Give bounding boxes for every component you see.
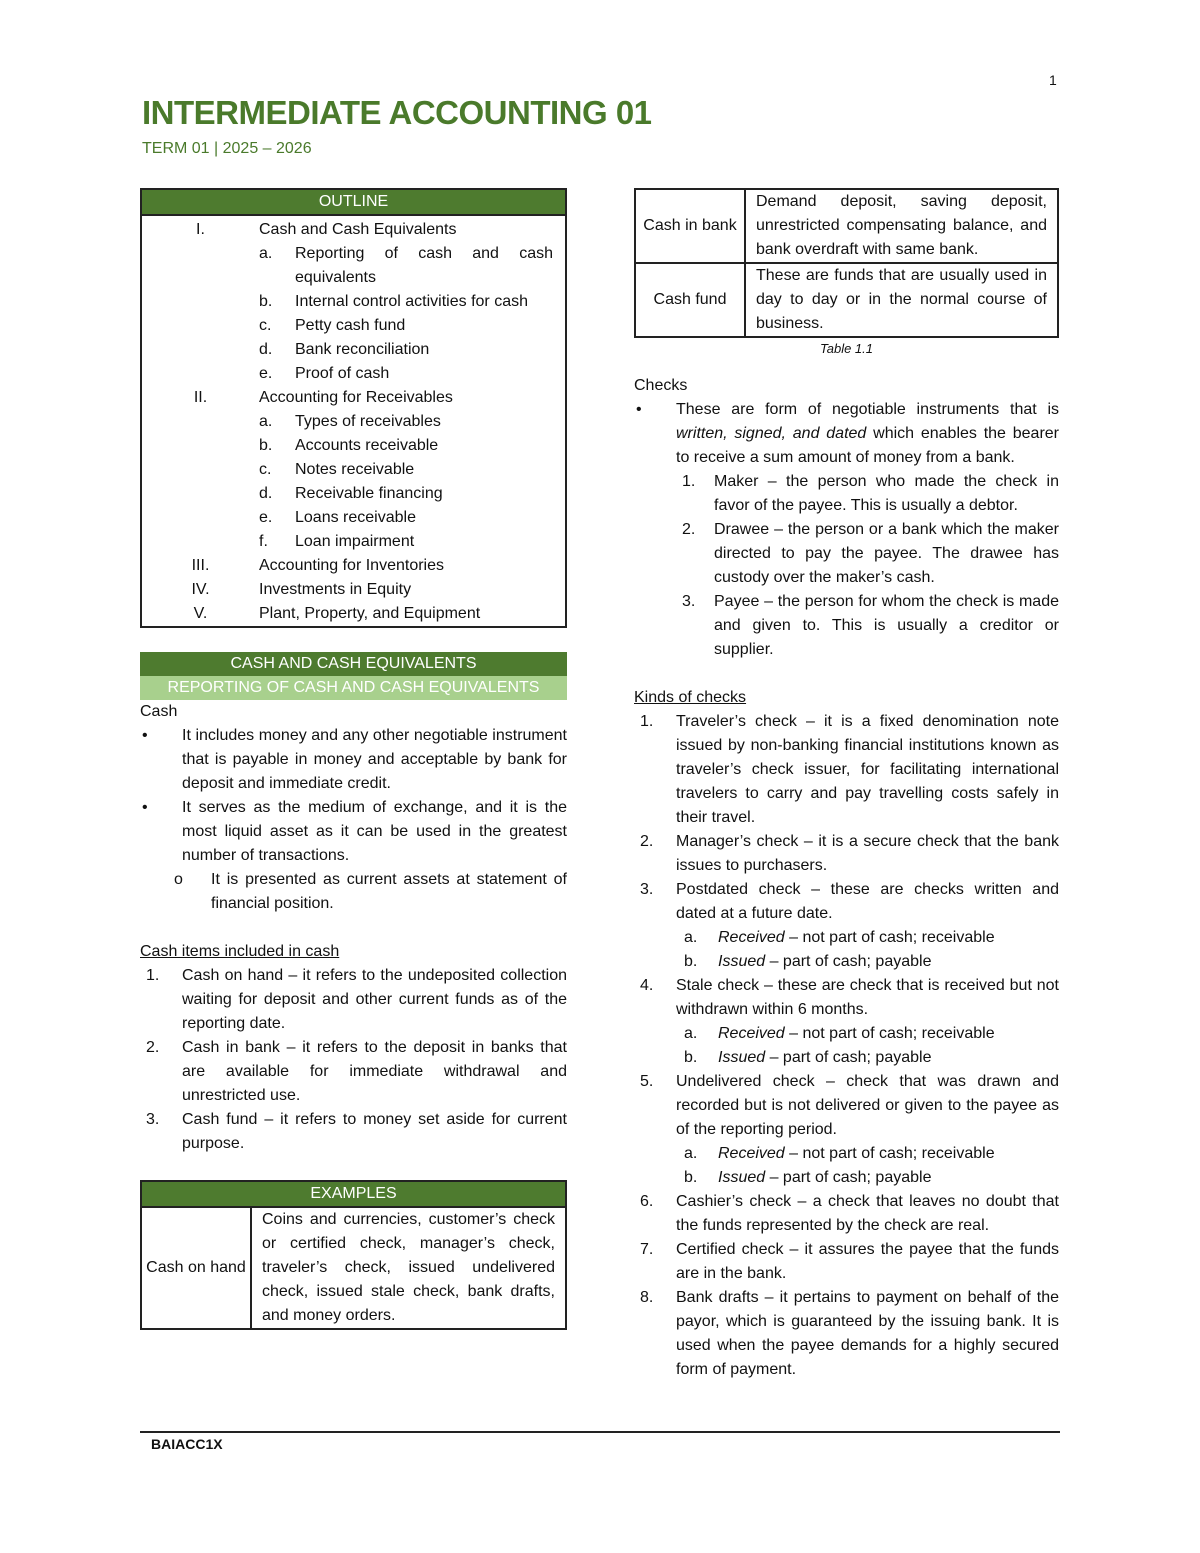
- outline-subitem: [142, 530, 565, 554]
- list-number: 3.: [640, 881, 654, 898]
- outline-subtext: Internal control activities for cash: [295, 293, 528, 310]
- list-number: 3.: [146, 1111, 160, 1128]
- sub-list-item: [634, 950, 1059, 974]
- list-text: Cashier’s check – a check that leaves no doubt that the funds represented by the check are real.: [676, 1193, 1059, 1234]
- sub-bullet-text: It is presented as current assets at statement of financial position.: [211, 871, 567, 912]
- cash-items-heading: Cash items included in cash: [140, 943, 340, 960]
- bullet-text: It includes money and any other negotiable instrument that is payable in money and acceptable by bank for deposit and immediate credit.: [182, 727, 567, 792]
- emphasis: Received: [718, 1145, 785, 1162]
- sub-list-item: [634, 1166, 1059, 1190]
- outline-letter: e.: [259, 509, 273, 526]
- list-item: [140, 796, 567, 868]
- outline-header: OUTLINE: [141, 189, 566, 215]
- circle-bullet-icon: o: [174, 871, 183, 888]
- bullet-icon: •: [636, 401, 642, 418]
- sub-list-item: [634, 1046, 1059, 1070]
- sub-list-item: [634, 926, 1059, 950]
- list-text: Cash in bank – it refers to the deposit in banks that are available for immediate withdrawal and unrestricted use.: [182, 1039, 567, 1104]
- outline-subtext: Accounts receivable: [295, 437, 439, 454]
- outline-item: [142, 386, 565, 410]
- bullet-emphasis: written, signed, and dated: [676, 425, 867, 442]
- list-item: [140, 1108, 567, 1156]
- table-row: [635, 189, 1058, 263]
- list-item: [634, 1190, 1059, 1238]
- list-text: Maker – the person who made the check in favor of the payee. This is usually a debtor.: [714, 473, 1059, 514]
- outline-subtext: Petty cash fund: [295, 317, 406, 334]
- outline-subitem: [142, 458, 565, 482]
- footer-divider: [140, 1431, 1060, 1433]
- outline-subitem: [142, 314, 565, 338]
- list-letter: a.: [684, 1025, 698, 1042]
- list-text: Cash fund – it refers to money set aside for current purpose.: [182, 1111, 567, 1152]
- outline-item: [142, 554, 565, 578]
- list-letter: b.: [684, 1049, 698, 1066]
- outline-table: [140, 188, 567, 628]
- term-subtitle: TERM 01 | 2025 – 2026: [142, 140, 312, 157]
- outline-subitem: [142, 410, 565, 434]
- outline-num: IV.: [191, 581, 210, 598]
- outline-subtext: Types of receivables: [295, 413, 441, 430]
- outline-subitem: [142, 242, 565, 290]
- outline-subtext: Loan impairment: [295, 533, 415, 550]
- list-item: [140, 724, 567, 796]
- list-text: Certified check – it assures the payee that the funds are in the bank.: [676, 1241, 1059, 1282]
- outline-letter: d.: [259, 485, 273, 502]
- outline-item: [142, 578, 565, 602]
- list-number: 6.: [640, 1193, 654, 1210]
- check-parties-list: [634, 470, 1059, 662]
- list-item: [634, 398, 1059, 470]
- list-text: Payee – the person for whom the check is made and given to. This is usually a creditor or supplier.: [714, 593, 1059, 658]
- page-number: 1: [1049, 72, 1057, 88]
- list-item: [634, 470, 1059, 518]
- outline-num: I.: [196, 221, 205, 238]
- kinds-list: [634, 1190, 1059, 1382]
- document-title: INTERMEDIATE ACCOUNTING 01: [142, 94, 652, 131]
- list-number: 1.: [640, 713, 654, 730]
- list-item: [140, 964, 567, 1036]
- outline-letter: e.: [259, 365, 273, 382]
- outline-subitem: [142, 362, 565, 386]
- list-number: 7.: [640, 1241, 654, 1258]
- outline-num: II.: [193, 389, 208, 406]
- list-item: [634, 710, 1059, 830]
- table-caption: Table 1.1: [819, 341, 873, 356]
- list-text: – not part of cash; receivable: [784, 1025, 995, 1042]
- outline-subitem: [142, 482, 565, 506]
- outline-letter: b.: [259, 293, 273, 310]
- list-item: [634, 878, 1059, 926]
- list-item: [634, 1238, 1059, 1286]
- list-number: 1.: [682, 473, 696, 490]
- outline-subtext: Notes receivable: [295, 461, 415, 478]
- list-text: Drawee – the person or a bank which the maker directed to pay the payee. The drawee has custody over the maker’s cash.: [714, 521, 1059, 586]
- emphasis: Received: [718, 929, 785, 946]
- outline-letter: c.: [259, 461, 272, 478]
- cash-heading: Cash: [140, 703, 178, 720]
- list-number: 3.: [682, 593, 696, 610]
- outline-subitem: [142, 434, 565, 458]
- left-column: [140, 188, 567, 1330]
- list-number: 4.: [640, 977, 654, 994]
- sub-bullet: [140, 868, 567, 916]
- sub-list-item: [634, 1142, 1059, 1166]
- cash-bullets: [140, 724, 567, 868]
- outline-text: Plant, Property, and Equipment: [259, 605, 481, 622]
- list-text: – not part of cash; receivable: [784, 1145, 995, 1162]
- bullet-text: which enables the bearer to receive a sum amount of money from a bank.: [676, 425, 1060, 466]
- table-cell-text: Coins and currencies, customer’s check or certified check, manager’s check, traveler’s check, issued undelivered check, issued stale check, bank drafts, and money orders.: [251, 1207, 566, 1329]
- list-text: Postdated check – these are checks written and dated at a future date.: [676, 881, 1059, 922]
- outline-item: [142, 602, 565, 626]
- outline-subtext: Reporting of cash and cash equivalents: [295, 245, 553, 286]
- checks-bullets: [634, 398, 1059, 470]
- examples-header: EXAMPLES: [141, 1181, 566, 1207]
- outline-num: III.: [191, 557, 210, 574]
- list-text: Manager’s check – it is a secure check that the bank issues to purchasers.: [676, 833, 1059, 874]
- list-item: [634, 974, 1059, 1022]
- table-cell-label: Cash on hand: [141, 1207, 251, 1329]
- outline-subtext: Loans receivable: [295, 509, 416, 526]
- emphasis: Issued: [718, 1049, 766, 1066]
- subsection-header: REPORTING OF CASH AND CASH EQUIVALENTS: [140, 676, 567, 700]
- list-text: Stale check – these are check that is received but not withdrawn within 6 months.: [676, 977, 1059, 1018]
- table-cell-text: These are funds that are usually used in day to day or in the normal course of business.: [745, 263, 1058, 337]
- outline-item: [142, 218, 565, 242]
- list-text: – part of cash; payable: [765, 953, 932, 970]
- outline-subtext: Receivable financing: [295, 485, 443, 502]
- outline-subitem: [142, 338, 565, 362]
- outline-letter: a.: [259, 413, 273, 430]
- list-letter: b.: [684, 953, 698, 970]
- list-item: [634, 590, 1059, 662]
- kinds-list: [634, 974, 1059, 1022]
- outline-subitem: [142, 506, 565, 530]
- outline-subtext: Bank reconciliation: [295, 341, 430, 358]
- outline-body: [141, 215, 566, 627]
- list-text: Bank drafts – it pertains to payment on behalf of the payor, which is guaranteed by the issuing bank. It is used when the payee demands for a highly secured form of payment.: [676, 1289, 1059, 1378]
- bullet-text: These are form of negotiable instruments that is: [676, 401, 1059, 418]
- list-item: [634, 518, 1059, 590]
- cash-items-list: [140, 964, 567, 1156]
- sub-list-item: [634, 1022, 1059, 1046]
- bullet-icon: •: [142, 799, 148, 816]
- emphasis: Received: [718, 1025, 785, 1042]
- table-row: [141, 1207, 566, 1329]
- table-cell-label: Cash in bank: [635, 189, 745, 263]
- list-text: – not part of cash; receivable: [784, 929, 995, 946]
- kinds-list: [634, 710, 1059, 926]
- list-text: Undelivered check – check that was drawn and recorded but is not delivered or given to the payee as of the reporting period.: [676, 1073, 1059, 1138]
- list-number: 2.: [146, 1039, 160, 1056]
- list-text: – part of cash; payable: [765, 1049, 932, 1066]
- right-column: [634, 188, 1059, 1382]
- outline-letter: d.: [259, 341, 273, 358]
- bullet-icon: •: [142, 727, 148, 744]
- table-cell-text: Demand deposit, saving deposit, unrestricted compensating balance, and bank overdraft with same bank.: [745, 189, 1058, 263]
- list-text: Traveler’s check – it is a fixed denomination note issued by non-banking financial institutions known as traveler’s check issuer, for facilitating international travelers to carry and pay travelling costs safely in their travel.: [676, 713, 1059, 826]
- list-letter: b.: [684, 1169, 698, 1186]
- examples-table-continued: [634, 188, 1059, 338]
- outline-text: Cash and Cash Equivalents: [259, 221, 457, 238]
- list-letter: a.: [684, 929, 698, 946]
- list-text: Cash on hand – it refers to the undeposited collection waiting for deposit and other current funds as of the reporting date.: [182, 967, 567, 1032]
- list-letter: a.: [684, 1145, 698, 1162]
- list-number: 8.: [640, 1289, 654, 1306]
- outline-text: Accounting for Receivables: [259, 389, 453, 406]
- examples-table: [140, 1180, 567, 1330]
- table-row: [635, 263, 1058, 337]
- bullet-text: It serves as the medium of exchange, and it is the most liquid asset as it can be used in the greatest number of transactions.: [182, 799, 567, 864]
- outline-letter: a.: [259, 245, 273, 262]
- outline-text: Accounting for Inventories: [259, 557, 444, 574]
- outline-letter: c.: [259, 317, 272, 334]
- list-item: [634, 830, 1059, 878]
- list-number: 1.: [146, 967, 160, 984]
- list-number: 5.: [640, 1073, 654, 1090]
- checks-heading: Checks: [634, 377, 688, 394]
- outline-subtext: Proof of cash: [295, 365, 390, 382]
- outline-letter: b.: [259, 437, 273, 454]
- outline-letter: f.: [259, 533, 268, 550]
- list-item: [634, 1286, 1059, 1382]
- list-item: [140, 1036, 567, 1108]
- list-number: 2.: [682, 521, 696, 538]
- outline-text: Investments in Equity: [259, 581, 412, 598]
- section-header: CASH AND CASH EQUIVALENTS: [140, 652, 567, 676]
- table-cell-label: Cash fund: [635, 263, 745, 337]
- outline-num: V.: [193, 605, 208, 622]
- kinds-heading: Kinds of checks: [634, 689, 747, 706]
- footer-code: BAIACC1X: [151, 1436, 223, 1452]
- list-number: 2.: [640, 833, 654, 850]
- list-text: – part of cash; payable: [765, 1169, 932, 1186]
- emphasis: Issued: [718, 953, 766, 970]
- list-item: [634, 1070, 1059, 1142]
- outline-subitem: [142, 290, 565, 314]
- emphasis: Issued: [718, 1169, 766, 1186]
- kinds-list: [634, 1070, 1059, 1142]
